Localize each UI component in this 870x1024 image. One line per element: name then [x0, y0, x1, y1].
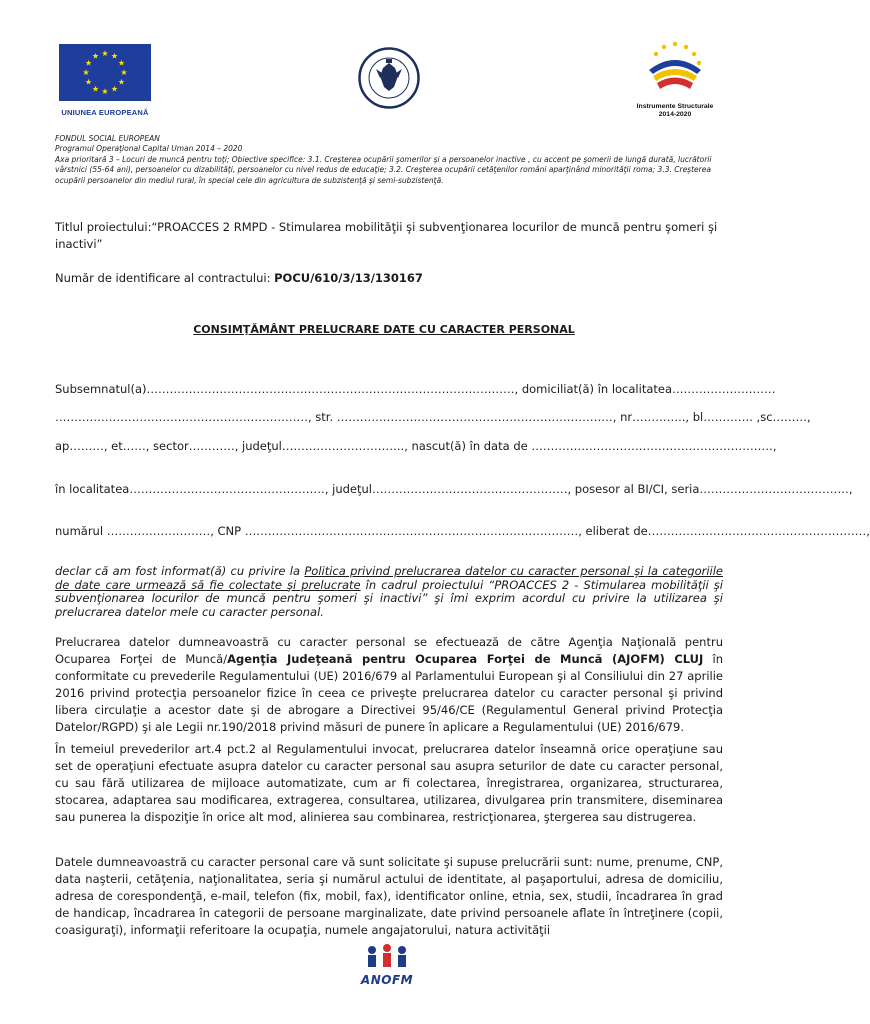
- eu-flag-icon: [59, 44, 151, 101]
- form-line-birthplace[interactable]: în localitatea……………………………………………, judeţul……………………………………………, posesor al BI/CI, seria…………………………………,: [55, 482, 853, 496]
- structural-instruments-years: 2014-2020: [658, 111, 692, 118]
- contract-id: [55, 270, 723, 287]
- declaration-part1: declar că am fost informat(ă) cu privire la: [55, 564, 305, 578]
- declaration-part2: în cadrul proiectului “PROACCES 2 - Stimularea mobilităţii şi subvenţionarea locurilor de muncă pentru şomeri şi inactivi” şi îmi exprim acordul cu privire la utilizarea şi prelucrarea datelor mele cu caracter personal.: [55, 577, 723, 619]
- contract-label: Număr de identificare al contractului:: [55, 271, 275, 285]
- fund-name: FONDUL SOCIAL EUROPEAN: [55, 134, 160, 143]
- form-line-address[interactable]: ap………, et……, sector…………, judeţul………………………….., nascut(ă) în data de ………………………………………………………,: [55, 439, 777, 453]
- paragraph-processor-a: Prelucrarea datelor dumneavoastră cu caracter personal se efectuează de către Agenţia Naţională pentru Ocuparea Forţei de Muncă/: [55, 635, 723, 666]
- romania-coat-of-arms-icon: [358, 47, 420, 109]
- declaration: [55, 565, 723, 619]
- project-title-label: Titlul proiectului:: [55, 220, 152, 234]
- anofm-people-icon: [362, 944, 412, 968]
- structural-instruments-logo: [620, 40, 730, 130]
- paragraph-definition: În temeiul prevederilor art.4 pct.2 al Regulamentului invocat, prelucrarea datelor înseamnă orice operaţiune sau set de operaţiuni efectuate asupra datelor cu caracter personal sau asupra seturilor de date cu caracter personal, cu sau fără utilizarea de mijloace automatizate, cum ar fi colectarea, înregistrarea, organizarea, structurarea, stocarea, adaptarea sau modificarea, extragerea, consultarea, utilizarea, divulgarea prin transmitere, diseminarea sau punerea la dispoziţie în orice alt mod, alinierea sau combinarea, restricţionarea, ştergerea sau distrugerea.: [55, 742, 723, 824]
- privacy-policy-link[interactable]: Politica privind prelucrarea datelor cu caracter personal şi la categoriile de date care urmează să fie colectate şi prelucrate: [55, 564, 723, 592]
- paragraph-data-list: Datele dumneavoastră cu caracter personal care vă sunt solicitate şi supuse prelucrării sunt: nume, prenume, CNP, data naşterii, cetăţenia, naţionalitatea, seria şi numărul actului de identitate, al paşaportului, adresa de domiciliu, adresa de corespondenţă, e-mail, telefon (fix, mobil, fax), identificator online, etnia, sex, studii, încadrarea în grad de handicap, încadrarea în categorii de persoane marginalizate, date privind persoanele aflate în întreţinere (copii, coasiguraţi), informaţii referitoare la ocupaţia, numele angajatorului, natura activităţii: [55, 855, 723, 937]
- paragraph-processor-agency: Agenţia Judeţeană pentru Ocuparea Forţei de Muncă (AJOFM) CLUJ: [227, 652, 704, 666]
- form-line-id[interactable]: numărul ………………………, CNP ……………………………………………………………………………, eliberat de…………………………………………………,: [55, 524, 870, 538]
- anofm-logo: [352, 944, 422, 990]
- priority-axis: Axa prioritară 3 – Locuri de muncă pentru toţi; Obiective specifice: 3.1. Creşterea ocupării şomerilor şi a persoanelor inactive , cu accent pe şomerii de lungă durată, lucrătorii vârstnici (55-64 ani), persoanelor cu dizabilităţi, persoanelor cu nivel redus de educaţie; 3.2. Creşterea ocupării cetăţenilor români aparţinând minorităţii roma; 3.3. Creşterea ocupării persoanelor din mediul rural, în special cele din agricultura de subzistenţă şi semi-subzistenţă.: [55, 154, 712, 185]
- project-title-text: “PROACCES 2 RMPD - Stimularea mobilităţii şi subvenţionarea locurilor de muncă pentru şomeri şi inactivi”: [55, 220, 718, 251]
- paragraph-processor: [55, 634, 723, 736]
- form-line-street[interactable]: …………………………………………………………, str. ………………………………………………………………, nr………….., bl…………. ,sc………,: [55, 410, 811, 424]
- funding-header: [55, 134, 725, 186]
- government-seal: [358, 47, 420, 109]
- eu-logo: [59, 44, 151, 117]
- paragraph-processor-c: în conformitate cu prevederile Regulamentului (UE) 2016/679 al Parlamentului European şi al Consiliului din 27 aprilie 2016 privind protecţia persoanelor fizice în ceea ce priveşte prelucrarea datelor cu caracter personal şi privind libera circulaţie a acestor date şi de abrogare a Directivei 95/46/CE (Regulamentul General privind Protecţia Datelor/RGPD) şi ale Legii nr.190/2018 privind măsuri de punere în aplicare a Regulamentului (UE) 2016/679.: [55, 652, 723, 734]
- logo-bar: [0, 0, 768, 130]
- anofm-label: ANOFM: [360, 973, 414, 987]
- project-title: [55, 219, 723, 253]
- contract-number: POCU/610/3/13/130167: [274, 271, 423, 285]
- document-title: CONSIMŢĂMÂNT PRELUCRARE DATE CU CARACTER PERSONAL: [193, 323, 575, 336]
- form-line-name[interactable]: Subsemnatul(a)……………………………………………………………………………………, domiciliat(ă) în localitatea………………………: [55, 382, 776, 396]
- eu-label: UNIUNEA EUROPEANĂ: [61, 108, 149, 117]
- program-name: Programul Operaţional Capital Uman 2014 – 2020: [55, 144, 243, 154]
- structural-instruments-icon: [639, 40, 711, 98]
- structural-instruments-label: Instrumente Structurale: [636, 103, 714, 110]
